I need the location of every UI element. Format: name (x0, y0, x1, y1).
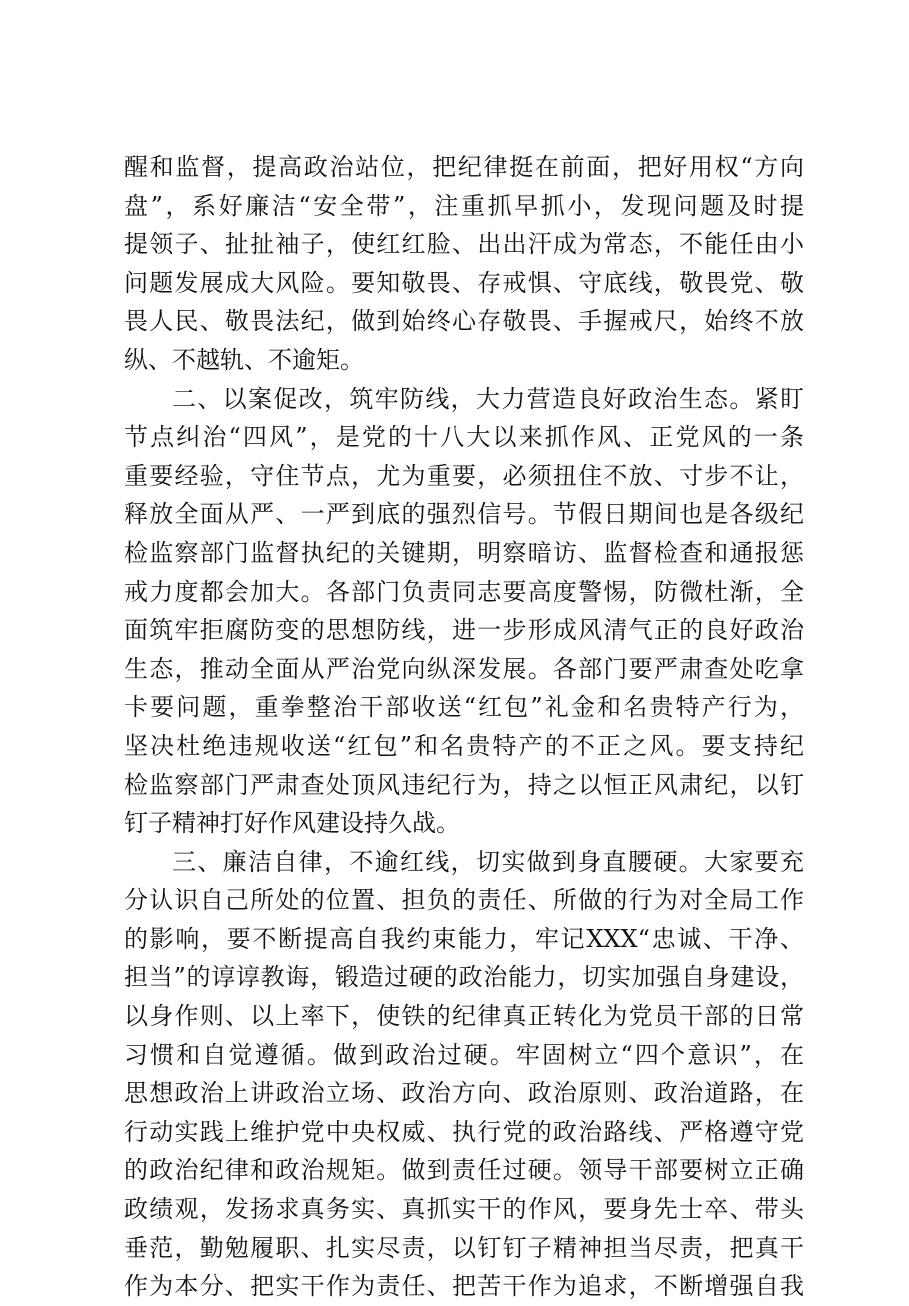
text-line: 思想政治上讲政治立场、政治方向、政治原则、政治道路，在 (124, 1079, 804, 1108)
text-line: 钉子精神打好作风建设持久战。 (124, 809, 460, 838)
text-line: 垂范，勤勉履职、扎实尽责，以钉钉子精神担当尽责，把真干 (124, 1233, 804, 1262)
text-line: 检监察部门严肃查处顶风违纪行为，持之以恒正风肃纪，以钉 (124, 770, 804, 799)
text-line: 习惯和自觉遵循。做到政治过硬。牢固树立“四个意识”，在 (124, 1040, 804, 1069)
text-line: 醒和监督，提高政治站位，把纪律挺在前面，把好用权“方向 (124, 153, 804, 181)
text-line: 作为本分、把实干作为责任、把苦干作为追求，不断增强自我 (124, 1272, 804, 1301)
text-line: 释放全面从严、一严到底的强烈信号。节假日期间也是各级纪 (124, 500, 804, 529)
text-line: 担当”的谆谆教诲，锻造过硬的政治能力，切实加强自身建设， (124, 963, 804, 992)
text-line: 畏人民、敬畏法纪，做到始终心存敬畏、手握戒尺，始终不放 (124, 307, 804, 336)
text-line: 检监察部门监督执纪的关键期，明察暗访、监督检查和通报惩 (124, 538, 804, 567)
text-line: 的政治纪律和政治规矩。做到责任过硬。领导干部要树立正确 (124, 1156, 804, 1185)
text-line: 坚决杜绝违规收送“红包”和名贵特产的不正之风。要支持纪 (124, 731, 804, 760)
document-body (124, 148, 804, 1306)
text-line: 以身作则、以上率下，使铁的纪律真正转化为党员干部的日常 (124, 1002, 804, 1031)
text-line: 政绩观，发扬求真务实、真抓实干的作风，要身先士卒、带头 (124, 1195, 804, 1224)
text-line: 戒力度都会加大。各部门负责同志要高度警惕，防微杜渐，全 (124, 577, 804, 606)
text-line: 问题发展成大风险。要知敬畏、存戒惧、守底线，敬畏党、敬 (124, 268, 804, 297)
text-line: 的影响，要不断提高自我约束能力，牢记XXX“忠诚、干净、 (124, 924, 804, 953)
text-line: 重要经验，守住节点，尤为重要，必须扭住不放、寸步不让， (124, 461, 804, 490)
text-line: 生态，推动全面从严治党向纵深发展。各部门要严肃查处吃拿 (124, 654, 804, 683)
text-line: 提领子、扯扯袖子，使红红脸、出出汗成为常态，不能任由小 (124, 230, 804, 259)
text-line: 面筑牢拒腐防变的思想防线，进一步形成风清气正的良好政治 (124, 616, 804, 645)
text-line: 行动实践上维护党中央权威、执行党的政治路线、严格遵守党 (124, 1117, 804, 1146)
text-line: 盘”，系好廉洁“安全带”，注重抓早抓小，发现问题及时提 (124, 191, 804, 220)
section-heading-line: 二、以案促改，筑牢防线，大力营造良好政治生态。紧盯 (172, 384, 804, 413)
text-line: 分认识自己所处的位置、担负的责任、所做的行为对全局工作 (124, 886, 804, 915)
text-line: 卡要问题，重拳整治干部收送“红包”礼金和名贵特产行为， (124, 693, 804, 722)
text-line: 纵、不越轨、不逾矩。 (124, 345, 364, 374)
section-heading-line: 三、廉洁自律，不逾红线，切实做到身直腰硬。大家要充 (172, 847, 804, 876)
text-line: 节点纠治“四风”，是党的十八大以来抓作风、正党风的一条 (124, 423, 804, 452)
